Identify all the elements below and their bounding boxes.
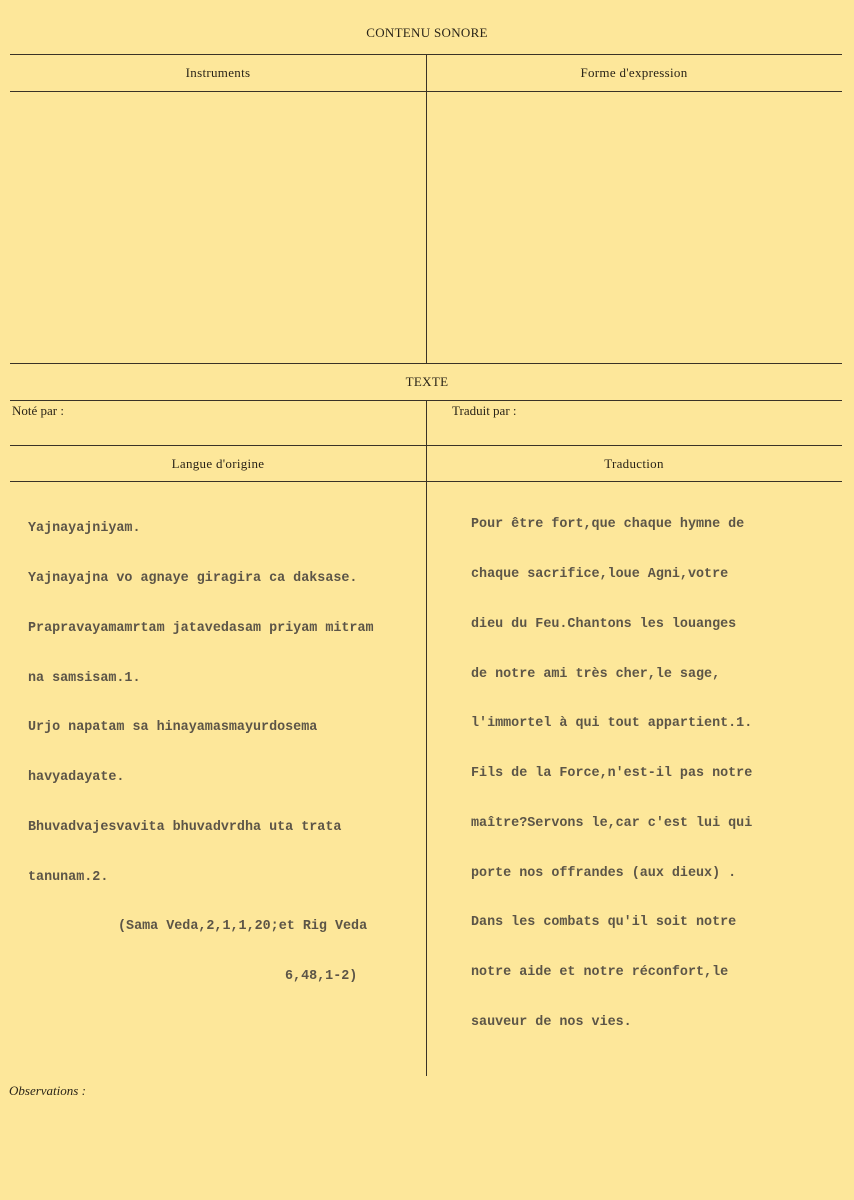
traduit-par-label: Traduit par :: [452, 403, 517, 418]
translation-text-line: notre aide et notre réconfort,le: [471, 965, 729, 981]
original-text-line: na samsisam.1.: [28, 670, 141, 686]
column-divider: [426, 54, 427, 363]
column-header-instruments: Instruments: [185, 65, 251, 80]
divider: [10, 363, 842, 364]
divider: [10, 481, 842, 482]
original-text-line: Yajnayajna vo agnaye giragira ca daksase.: [28, 570, 358, 586]
forme-expression-cell: [428, 92, 841, 362]
section-title-texte: TEXTE: [405, 374, 449, 389]
original-text-line: 6,48,1-2): [285, 969, 358, 985]
column-header-traduction: Traduction: [604, 456, 664, 471]
translation-text-line: de notre ami très cher,le sage,: [471, 666, 721, 682]
original-text-line: tanunam.2.: [28, 869, 109, 885]
observations-label: Observations :: [9, 1083, 86, 1098]
original-text-line: Bhuvadvajesvavita bhuvadvrdha uta trata: [28, 819, 342, 835]
original-text-line: havyadayate.: [28, 770, 125, 786]
column-header-langue-origine: Langue d'origine: [171, 456, 265, 471]
translation-text-line: maître?Servons le,car c'est lui qui: [471, 815, 753, 831]
original-text-block: [28, 488, 424, 1002]
original-text-line: Urjo napatam sa hinayamasmayurdosema: [28, 720, 318, 736]
column-header-forme-expression: Forme d'expression: [580, 65, 688, 80]
original-text-line: Prapravayamamrtam jatavedasam priyam mitram: [28, 620, 374, 636]
translation-text-line: dieu du Feu.Chantons les louanges: [471, 616, 737, 632]
translation-text-line: Pour être fort,que chaque hymne de: [471, 517, 745, 533]
translation-text-line: chaque sacrifice,loue Agni,votre: [471, 566, 729, 582]
translation-text-line: l'immortel à qui tout appartient.1.: [471, 716, 753, 732]
original-text-line: Yajnayajniyam.: [28, 521, 141, 537]
translation-text-line: Dans les combats qu'il soit notre: [471, 915, 737, 931]
translation-text-line: Fils de la Force,n'est-il pas notre: [471, 766, 753, 782]
divider: [10, 445, 842, 446]
translation-text-line: sauveur de nos vies.: [471, 1015, 632, 1030]
instruments-cell: [10, 92, 425, 362]
translation-text-line: porte nos offrandes (aux dieux) .: [471, 865, 737, 881]
column-divider: [426, 400, 427, 1076]
section-title-contenu-sonore: CONTENU SONORE: [366, 25, 488, 40]
translation-text-block: [471, 484, 841, 1048]
original-text-line: (Sama Veda,2,1,1,20;et Rig Veda: [118, 919, 368, 935]
note-par-label: Noté par :: [12, 403, 64, 418]
